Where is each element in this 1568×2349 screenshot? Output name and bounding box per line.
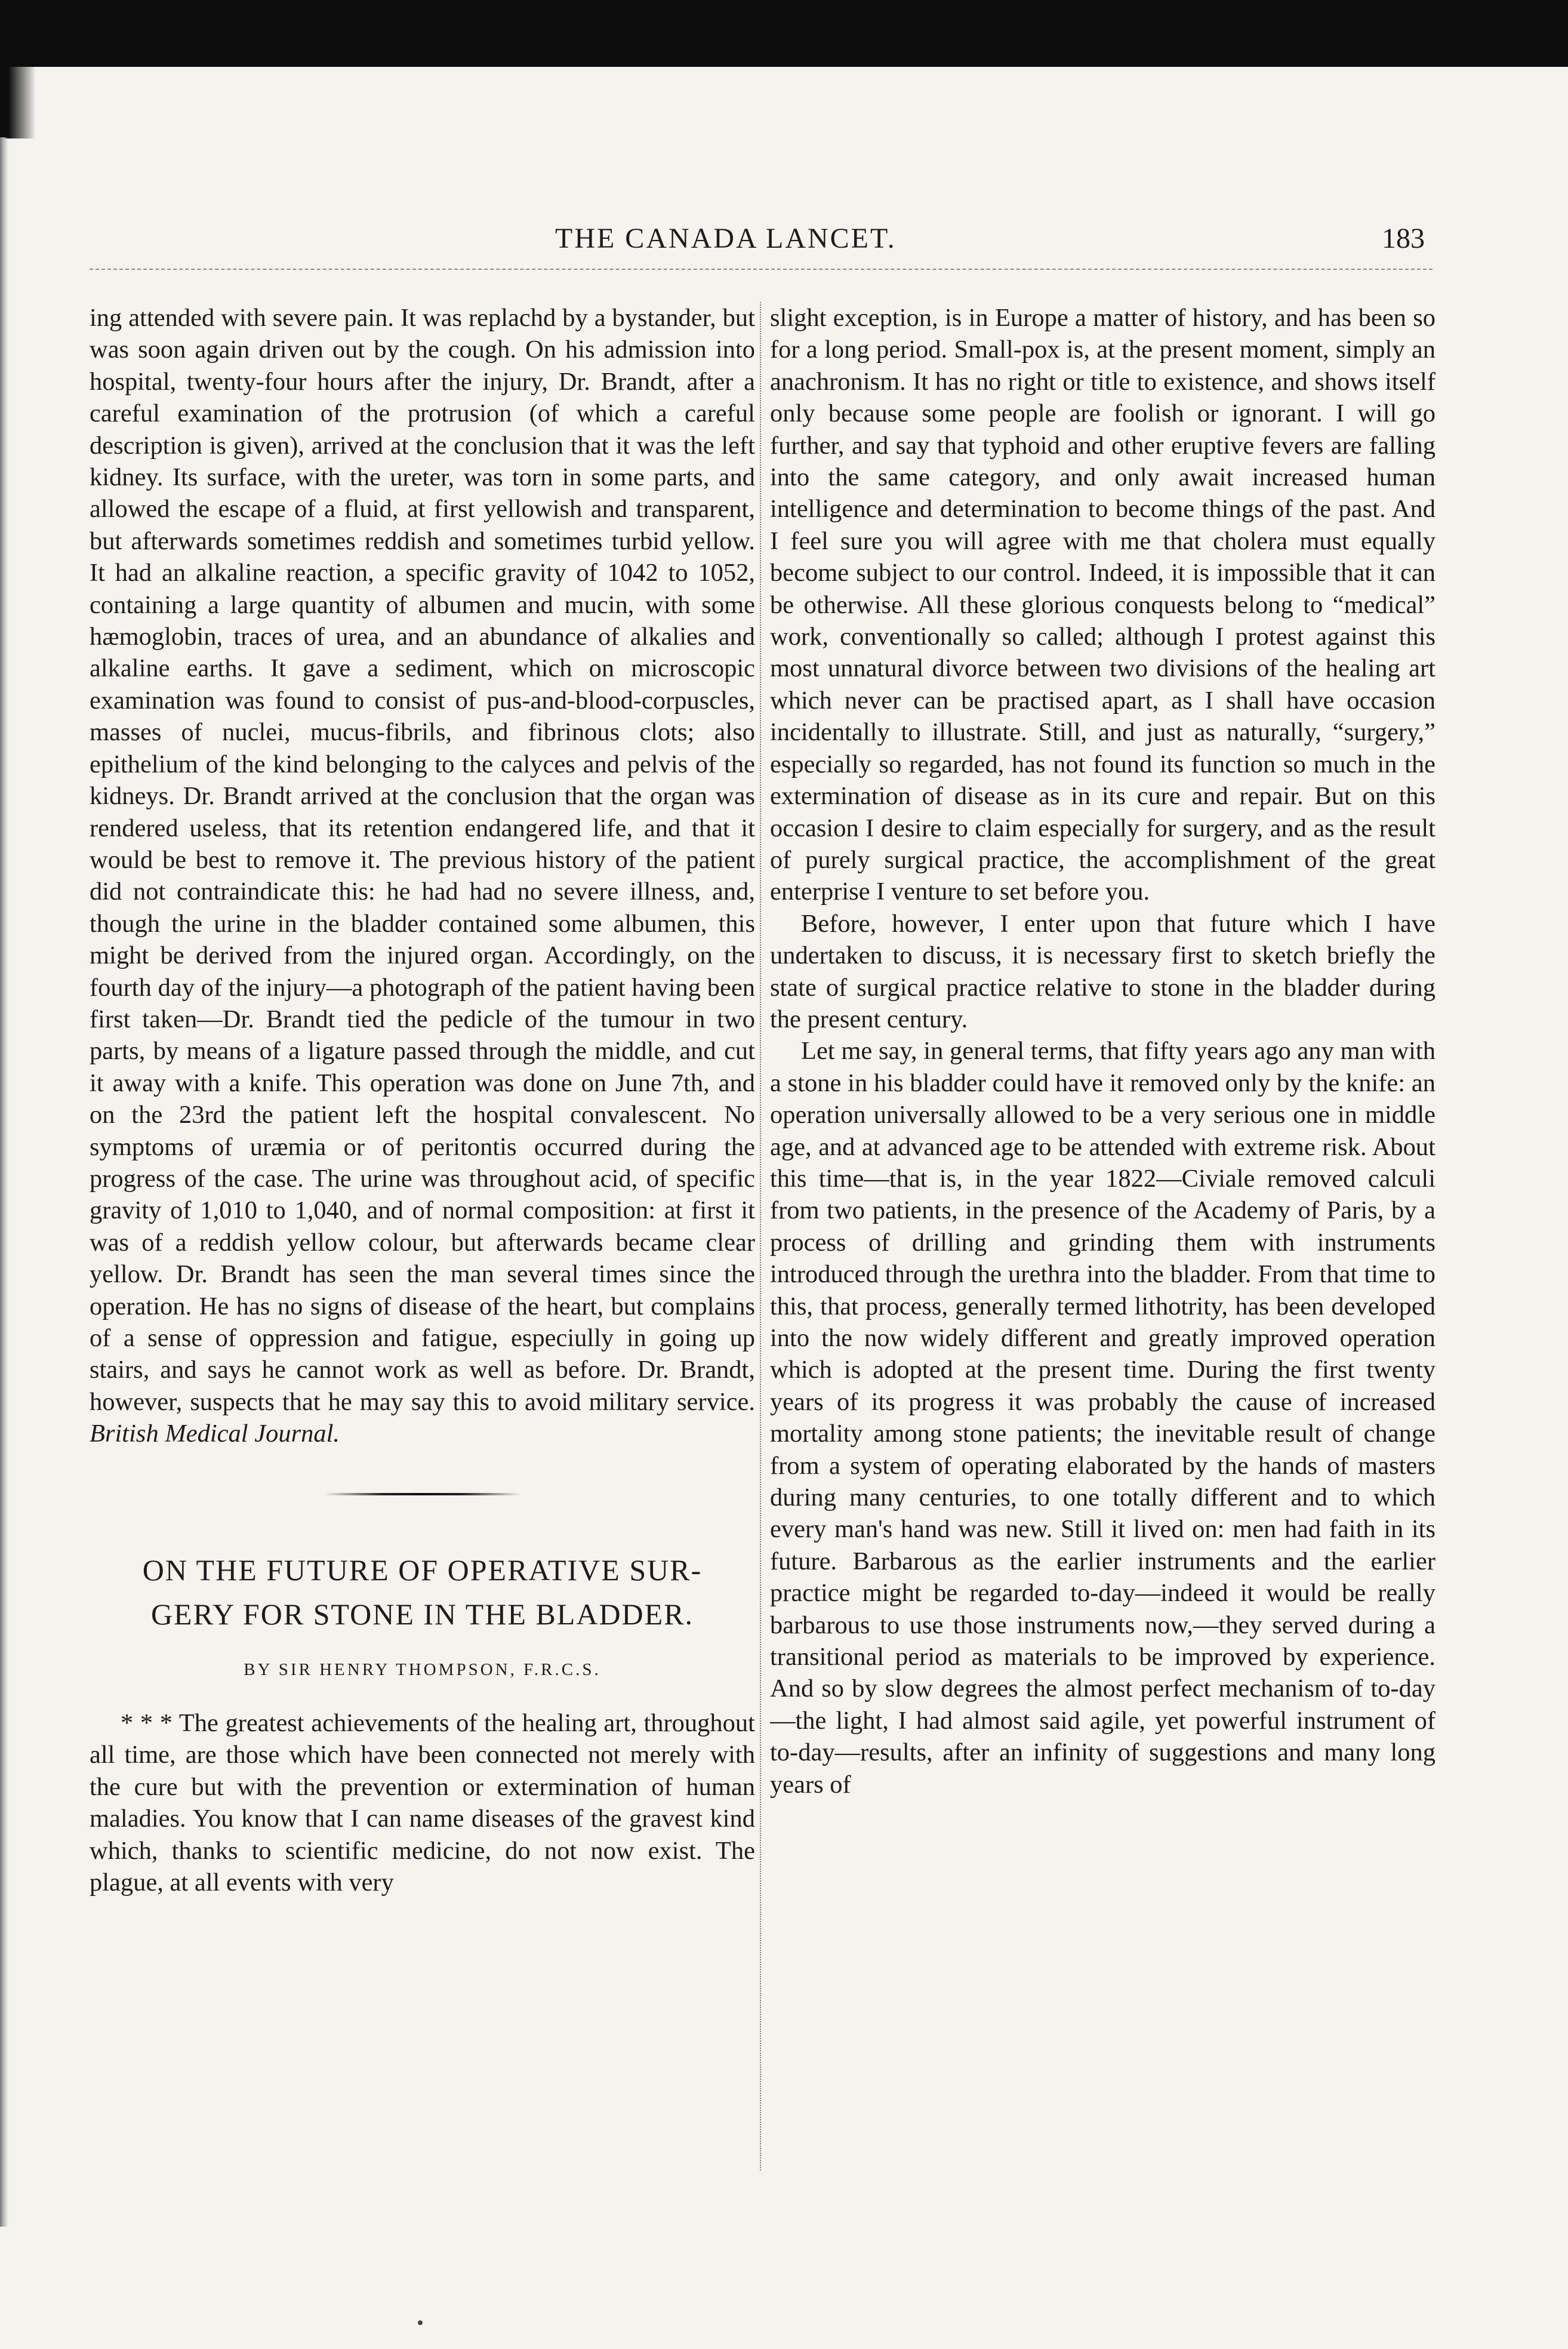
paragraph-lithotrity-history: Let me say, in general terms, that fifty years ago any man with a stone in his bladder could have it removed only by the knife: an operation universally allowed to be a very serious one in middle age, and at advanced age to be attended with extreme risk. About this time—that is, in the year 1822—Civiale removed calculi from two patients, in the presence of the Academy of Paris, by a process of drilling and grinding them with instruments introduced through the urethra into the bladder. From that time to this, that process, generally termed lithotrity, has been developed into the now widely different and greatly improved operation which is adopted at the present time. During the first twenty years of its progress it was probably the cause of increased mortality among stone patients; the inevitable result of change from a system of operating elaborated by the hands of masters during many centuries, to one totally different and to which every man's hand was new. Still it lived on: men had faith in its future. Barbarous as the earlier instruments and the earlier practice might be regarded to-day—indeed it would be really barbarous to use those instruments now,—they served during a transitional period as materials to be improved by experience. And so by slow degrees the almost perfect mechanism of to-day—the light, I had almost said agile, yet powerful instrument of to-day—results, after an infinity of suggestions and many long years of <box>770 1037 1435 1799</box>
article-title-line-1: ON THE FUTURE OF OPERATIVE SUR- <box>142 1553 703 1587</box>
paragraph-continuation: slight exception, is in Europe a matter of history, and has been so for a long period. Small-pox is, at the present moment, simply an anachronism. It has no right or title to existence, and shows itself only because some people are foolish or ignorant. I will go further, and say that typhoid and other eruptive fevers are falling into the same category, and only await increased human intelligence and determination to become things of the past. And I feel sure you will agree with me that cholera must equally become subject to our control. Indeed, it is impossible that it can be otherwise. All these glorious conquests belong to “medical” work, conventionally so called; although I protest against this most unnatural divorce between two divisions of the healing art which never can be practised apart, as I shall have occasion incidentally to illustrate. Still, and just as naturally, “surgery,” especially so regarded, has not found its function so much in the extermination of disease as in its cure and repair. But on this occasion I desire to claim especially for surgery, and as the result of purely surgical practice, the accomplishment of the great enterprise I venture to set before you. <box>770 304 1435 906</box>
ink-speck <box>418 2320 423 2325</box>
case-report-text: ing attended with severe pain. It was replachd by a bystander, but was soon again driven out by the cough. On his admission into hospital, twenty-four hours after the injury, Dr. Brandt, after a careful examination of the protrusion (of which a careful description is given), arrived at the conclusion that it was the left kidney. Its surface, with the ureter, was torn in some parts, and allowed the escape of a fluid, at first yellowish and transparent, but afterwards sometimes reddish and sometimes turbid yellow. It had an alkaline reaction, a specific gravity of 1042 to 1052, containing a large quantity of albumen and mucin, with some hæmoglobin, traces of urea, and an abundance of alkalies and alkaline earths. It gave a sediment, which on microscopic examination was found to consist of pus-and-blood-corpuscles, masses of nuclei, mucus-fibrils, and fibrinous clots; also epithelium of the kind belonging to the calyces and pelvis of the kidneys. Dr. Brandt arrived at the conclusion that the organ was rendered useless, that its retention endangered life, and that it would be best to remove it. The previous history of the patient did not contraindicate this: he had had no severe illness, and, though the urine in the bladder contained some albumen, this might be derived from the injured organ. Accordingly, on the fourth day of the injury—a photograph of the patient having been first taken—Dr. Brandt tied the pedicle of the tumour in two parts, by means of a ligature passed through the middle, and cut it away with a knife. This operation was done on June 7th, and on the 23rd the patient left the hospital convalescent. No symptoms of uræmia or of peritontis occurred during the progress of the case. The urine was throughout acid, of specific gravity of 1,010 to 1,040, and of normal composition: at first it was of a reddish yellow colour, but afterwards became clear yellow. Dr. Brandt has seen the man several times since the operation. He has no signs of disease of the heart, but complains of a sense of oppression and fatigue, especiully in going up stairs, and says he cannot work as well as before. Dr. Brandt, however, suspects that he may say this to avoid military service. <box>90 304 755 1416</box>
right-column <box>770 302 1435 2165</box>
source-citation: British Medical Journal. <box>90 1420 340 1448</box>
ornament-rule <box>324 1493 521 1495</box>
paragraph-case-report <box>90 302 755 1450</box>
left-column <box>90 302 755 2165</box>
scan-left-edge <box>0 137 8 2227</box>
paragraph-opening: * * * The greatest achievements of the healing art, throughout all time, are those which have been connected not merely with the cure but with the prevention or extermination of human maladies. You know that I can name diseases of the gravest kind which, thanks to scientific medicine, do not now exist. The plague, at all events with very <box>90 1709 755 1897</box>
section-ornament <box>90 1458 755 1530</box>
column-divider <box>760 302 761 2171</box>
article-title-line-2: GERY FOR STONE IN THE BLADDER. <box>150 1597 694 1631</box>
running-head: THE CANADA LANCET. <box>555 223 897 254</box>
article-byline: BY SIR HENRY THOMPSON, F.R.C.S. <box>244 1660 601 1679</box>
paragraph-before-however: Before, however, I enter upon that future which I have undertaken to discuss, it is necessary first to sketch briefly the state of surgical practice relative to stone in the bladder during the present century. <box>770 909 1435 1033</box>
article-title <box>90 1548 755 1636</box>
scan-corner-shadow <box>0 67 48 138</box>
page-number: 183 <box>1382 223 1425 254</box>
scan-top-border <box>0 0 1568 67</box>
header-rule <box>90 269 1433 270</box>
